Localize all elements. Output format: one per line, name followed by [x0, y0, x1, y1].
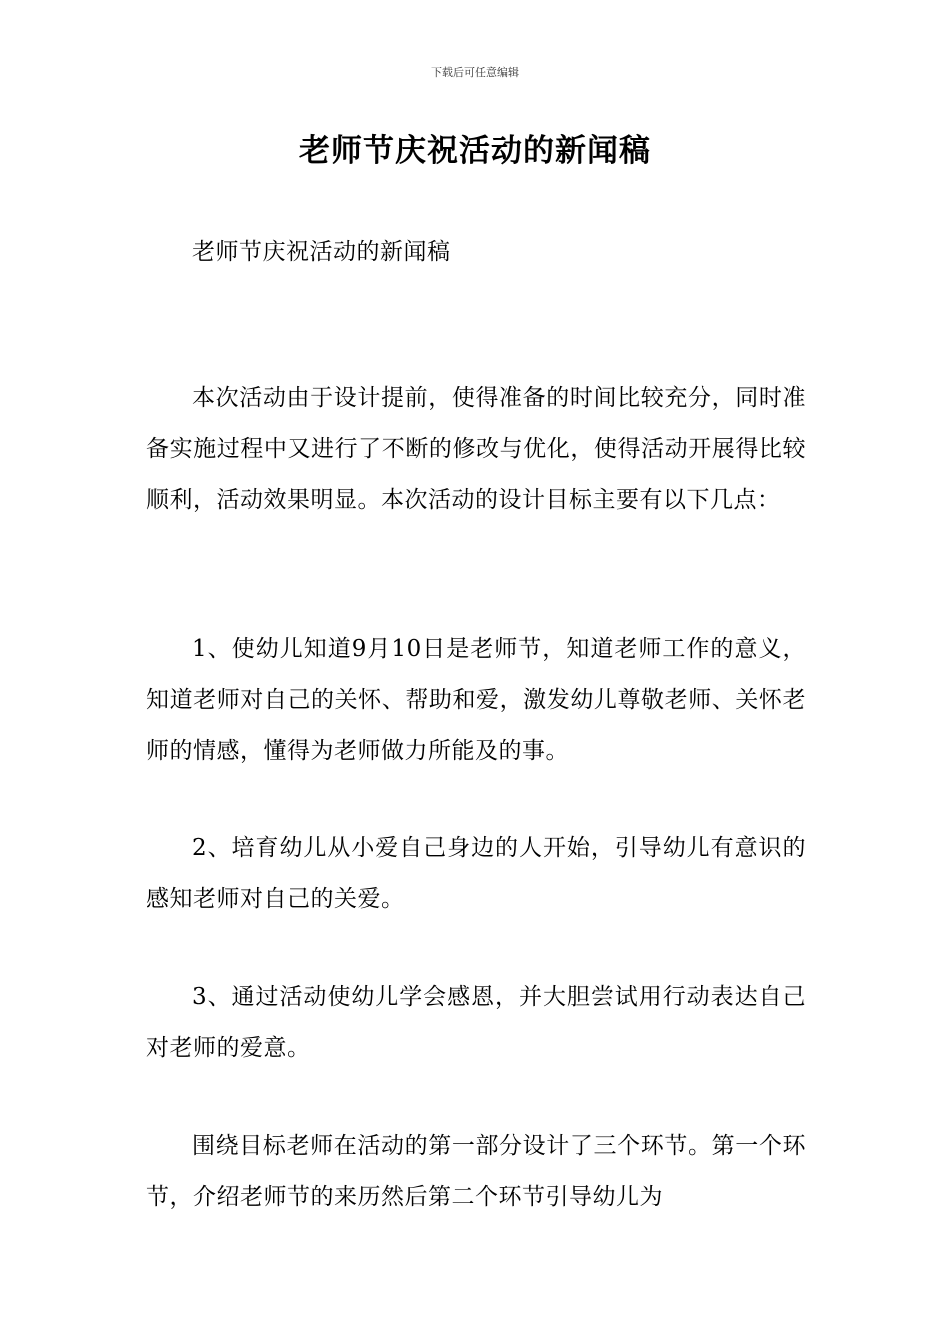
document-subtitle — [146, 227, 806, 278]
subtitle-text: 老师节庆祝活动的新闻稿 — [192, 239, 451, 265]
paragraph-text: 本次活动由于设计提前，使得准备的时间比较充分，同时准备实施过程中又进行了不断的修改与优化，使得活动开展得比较顺利，活动效果明显。本次活动的设计目标主要有以下几点： — [146, 385, 806, 513]
document-title: 老师节庆祝活动的新闻稿 — [299, 133, 651, 169]
paragraph-text: 围绕目标老师在活动的第一部分设计了三个环节。第一个环节，介绍老师节的来历然后第二个环节引导幼儿为 — [146, 1133, 806, 1210]
paragraph-goal-3 — [146, 972, 806, 1074]
paragraph-text: 1、使幼儿知道9月10日是老师节，知道老师工作的意义，知道老师对自己的关怀、帮助和爱，激发幼儿尊敬老师、关怀老师的情感，懂得为老师做力所能及的事。 — [146, 636, 806, 764]
paragraph-text: 2、培育幼儿从小爱自己身边的人开始，引导幼儿有意识的感知老师对自己的关爱。 — [146, 835, 806, 912]
paragraph-goal-1 — [146, 624, 806, 777]
header-note: 下载后可任意编辑 — [431, 66, 519, 79]
paragraph-goal-2 — [146, 823, 806, 925]
paragraph-intro — [146, 373, 806, 526]
paragraph-text: 3、通过活动使幼儿学会感恩，并大胆尝试用行动表达自己对老师的爱意。 — [146, 984, 806, 1061]
paragraph-activity-parts — [146, 1121, 806, 1223]
